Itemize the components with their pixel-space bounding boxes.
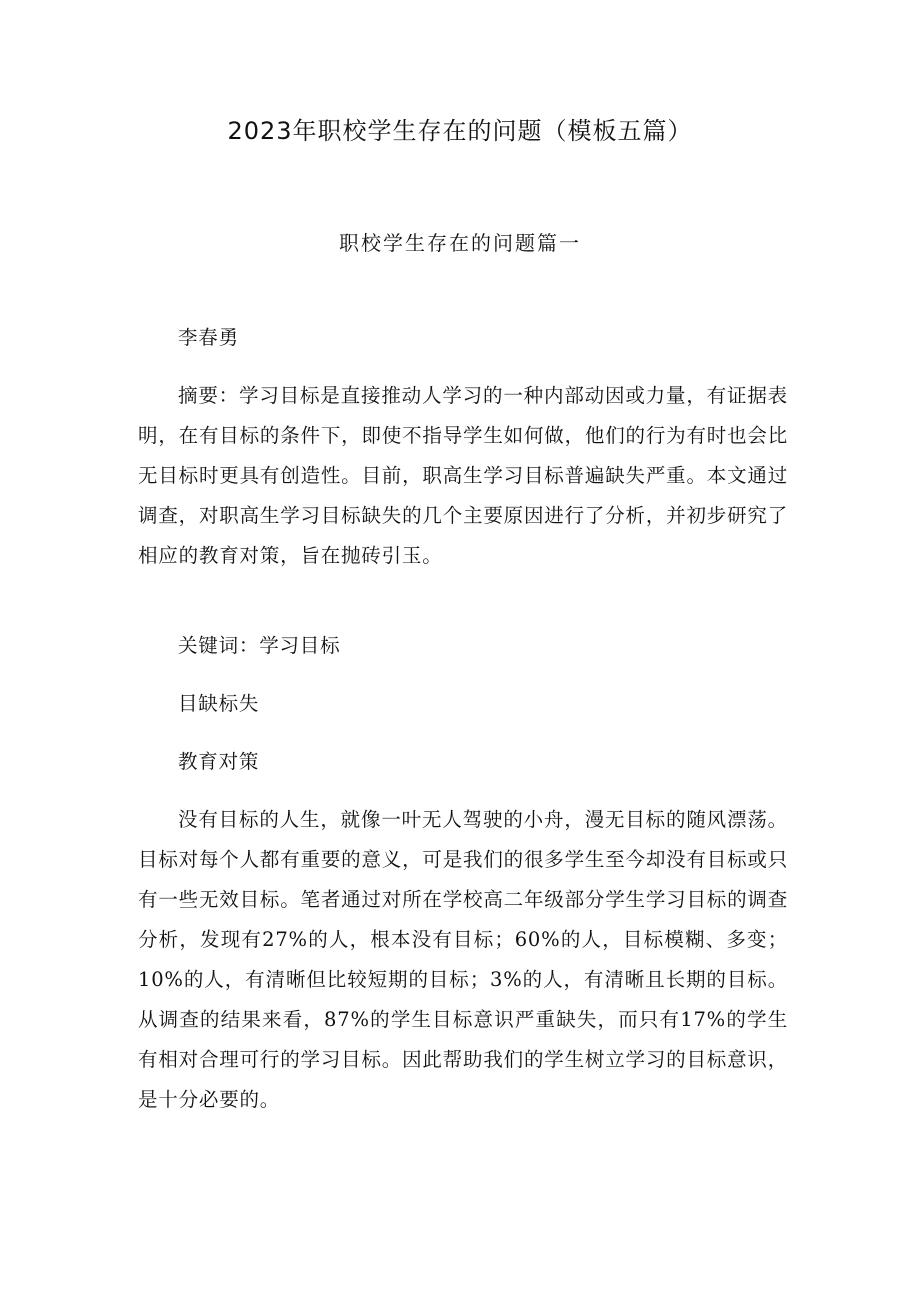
section-title: 职校学生存在的问题篇一 [339,231,581,255]
document-title: 2023年职校学生存在的问题（模板五篇） [227,117,693,145]
body-paragraph: 没有目标的人生，就像一叶无人驾驶的小舟，漫无目标的随风漂荡。目标对每个人都有重要的意义，可是我们的很多学生至今却没有目标或只有一些无效目标。笔者通过对所在学校高二年级部分学生学习目标的调查分析，发现有27%的人，根本没有目标；60%的人，目标模糊、多变；10%的人，有清晰但比较短期的目标；3%的人，有清晰且长期的目标。从调查的结果来看，87%的学生目标意识严重缺失，而只有17%的学生有相对合理可行的学习目标。因此帮助我们的学生树立学习的目标意识，是十分必要的。 [138,808,788,1111]
keywords-line: 关键词：学习目标 [178,634,341,657]
abstract-paragraph: 摘要：学习目标是直接推动人学习的一种内部动因或力量，有证据表明，在有目标的条件下，即使不指导学生如何做，他们的行为有时也会比无目标时更具有创造性。目前，职高生学习目标普遍缺失严重。本文通过调查，对职高生学习目标缺失的几个主要原因进行了分析，并初步研究了相应的教育对策，旨在抛砖引玉。 [138,384,788,567]
keyword-item: 目缺标失 [178,692,260,715]
keyword-item: 教育对策 [178,750,260,773]
author-name: 李春勇 [178,326,239,349]
